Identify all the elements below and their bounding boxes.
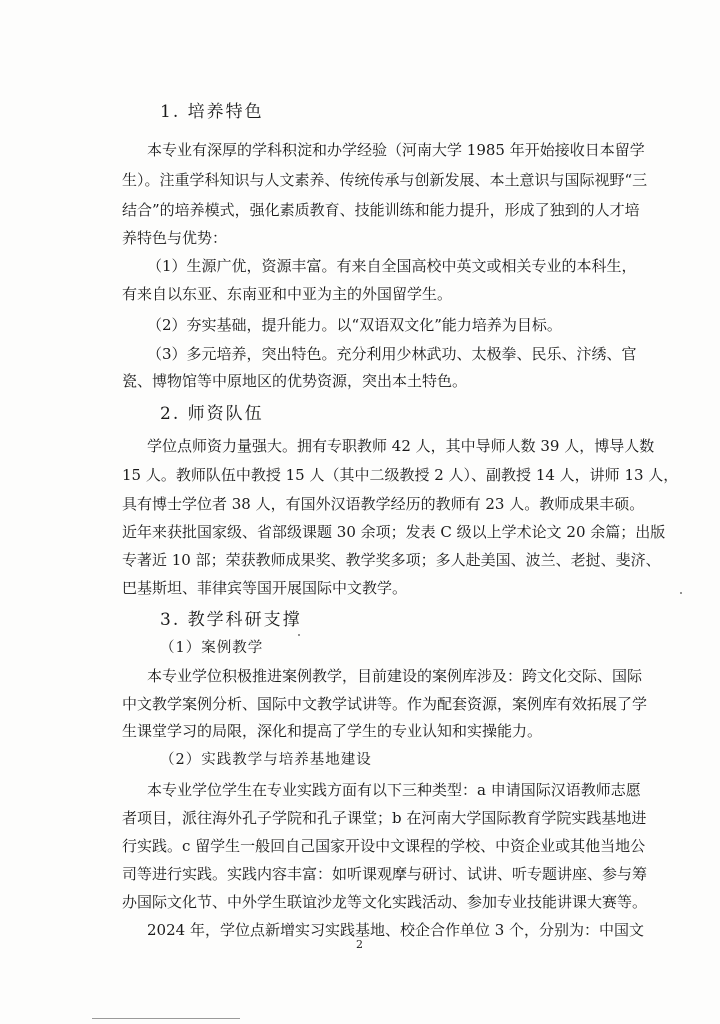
section1-paragraph-line: 本专业有深厚的学科积淀和办学经验（河南大学 1985 年开始接收日本留学 bbox=[147, 141, 645, 159]
section2-paragraph-line: 近年来获批国家级、省部级课题 30 余项；发表 C 级以上学术论文 20 余篇；出版 bbox=[122, 523, 666, 541]
section1-list-item-1-continuation: 有来自以东亚、东南亚和中亚为主的外国留学生。 bbox=[122, 285, 453, 303]
practice-line: 本专业学位学生在专业实践方面有以下三种类型：a 申请国际汉语教师志愿 bbox=[147, 781, 641, 799]
subsection-title-practice-base: （2）实践教学与培养基地建设 bbox=[160, 752, 372, 768]
section1-list-item-3-continuation: 瓷、博物馆等中原地区的优势资源，突出本土特色。 bbox=[122, 372, 468, 390]
section1-list-item-1: （1）生源广优，资源丰富。有来自全国高校中英文或相关专业的本科生， bbox=[147, 257, 637, 275]
scan-speck bbox=[298, 634, 300, 636]
section2-paragraph-line: 巴基斯坦、菲律宾等国开展国际中文教学。 bbox=[122, 579, 408, 597]
section-heading-training-features: 1. 培养特色 bbox=[160, 102, 264, 122]
case-teaching-line: 生课堂学习的局限，深化和提高了学生的专业认知和实操能力。 bbox=[122, 722, 543, 740]
section1-list-item-3: （3）多元培养，突出特色。充分利用少林武功、太极拳、民乐、汴绣、官 bbox=[147, 345, 637, 363]
section1-paragraph-line: 结合”的培养模式，强化素质教育、技能训练和能力提升，形成了独到的人才培 bbox=[122, 201, 640, 219]
section1-paragraph-line: 养特色与优势： bbox=[122, 229, 228, 247]
practice-line: 者项目，派往海外孔子学院和孔子课堂；b 在河南大学国际教育学院实践基地进 bbox=[122, 809, 647, 827]
practice-line: 2024 年，学位点新增实习实践基地、校企合作单位 3 个，分别为：中国文 bbox=[147, 921, 645, 939]
practice-line: 行实践。c 留学生一般回自己国家开设中文课程的学校、中资企业或其他当地公 bbox=[122, 837, 646, 855]
subsection-title-case-teaching: （1）案例教学 bbox=[160, 640, 264, 656]
section2-paragraph-line: 专著近 10 部；荣获教师成果奖、教学奖多项；多人赴美国、波兰、老挝、斐济、 bbox=[122, 551, 661, 569]
section1-list-item-2: （2）夯实基础，提升能力。以“双语双文化”能力培养为目标。 bbox=[147, 316, 562, 334]
section-heading-faculty: 2. 师资队伍 bbox=[160, 404, 264, 424]
practice-line: 司等进行实践。实践内容丰富：如听课观摩与研讨、试讲、听专题讲座、参与筹 bbox=[122, 865, 648, 883]
scan-edge-line bbox=[92, 1018, 240, 1019]
section-heading-teaching-research-support: 3. 教学科研支撑 bbox=[160, 610, 302, 630]
section2-paragraph-line: 具有博士学位者 38 人，有国外汉语教学经历的教师有 23 人。教师成果丰硕。 bbox=[122, 495, 645, 513]
section1-paragraph-line: 生）。注重学科知识与人文素养、传统传承与创新发展、本土意识与国际视野“三 bbox=[122, 171, 648, 189]
practice-line: 办国际文化节、中外学生联谊沙龙等文化实践活动、参加专业技能讲课大赛等。 bbox=[122, 893, 648, 911]
page-number: 2 bbox=[356, 938, 363, 951]
case-teaching-line: 本专业学位积极推进案例教学，目前建设的案例库涉及：跨文化交际、国际 bbox=[147, 667, 643, 685]
section2-paragraph-line: 学位点师资力量强大。拥有专职教师 42 人，其中导师人数 39 人，博导人数 bbox=[147, 437, 655, 455]
section2-paragraph-line: 15 人。教师队伍中教授 15 人（其中二级教授 2 人）、副教授 14 人，讲师 13 人， bbox=[122, 466, 679, 484]
scan-speck bbox=[680, 592, 682, 594]
case-teaching-line: 中文教学案例分析、国际中文教学试讲等。作为配套资源，案例库有效拓展了学 bbox=[122, 695, 648, 713]
